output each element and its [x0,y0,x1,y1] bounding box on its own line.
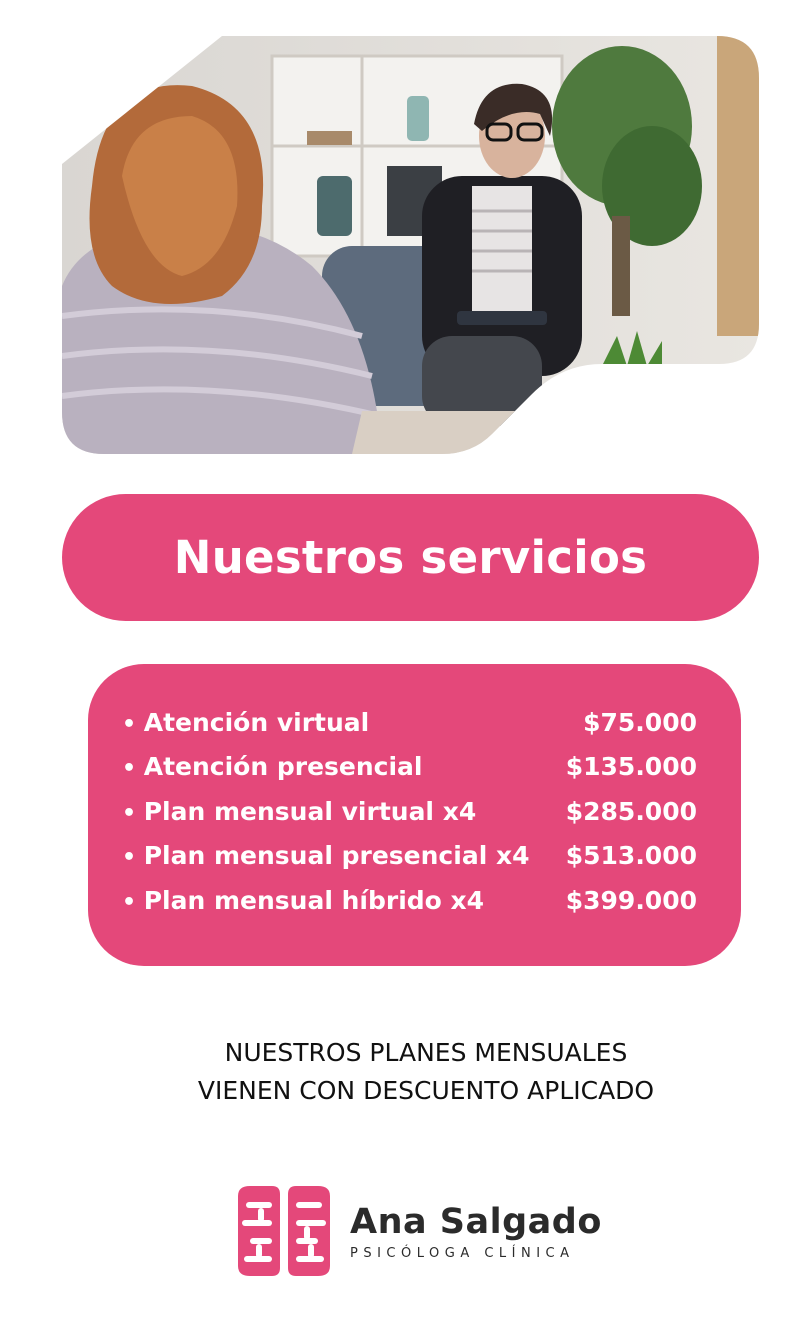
service-price: $135.000 [565,752,697,782]
price-row-plan-virtual [122,789,697,834]
service-name: • Plan mensual presencial x4 [122,841,530,870]
service-price: $513.000 [565,841,697,871]
service-name: • Atención virtual [122,708,369,737]
service-price: $75.000 [583,707,697,737]
service-price: $285.000 [565,796,697,826]
service-price: $399.000 [565,885,697,915]
price-list-card [88,664,741,966]
service-name: • Plan mensual virtual x4 [122,797,476,826]
brand-text [350,1202,602,1261]
price-row-plan-presencial [122,834,697,879]
price-row-plan-hibrido [122,878,697,923]
price-row-presencial [122,745,697,790]
services-title: Nuestros servicios [173,531,648,584]
brand-logo [232,1182,612,1280]
services-title-banner [62,494,759,621]
price-list [122,700,697,923]
discount-note-line2: VIENEN CON DESCUENTO APLICADO [197,1076,655,1105]
price-row-virtual [122,700,697,745]
discount-note [100,1034,752,1110]
service-name: • Plan mensual híbrido x4 [122,886,484,915]
brand-name: Ana Salgado [350,1201,602,1242]
brain-icon [232,1182,336,1280]
discount-note-line1: NUESTROS PLANES MENSUALES [224,1038,628,1067]
hero-photo [62,36,759,454]
service-name: • Atención presencial [122,752,423,781]
brand-subtitle: PSICÓLOGA CLÍNICA [350,1245,575,1261]
